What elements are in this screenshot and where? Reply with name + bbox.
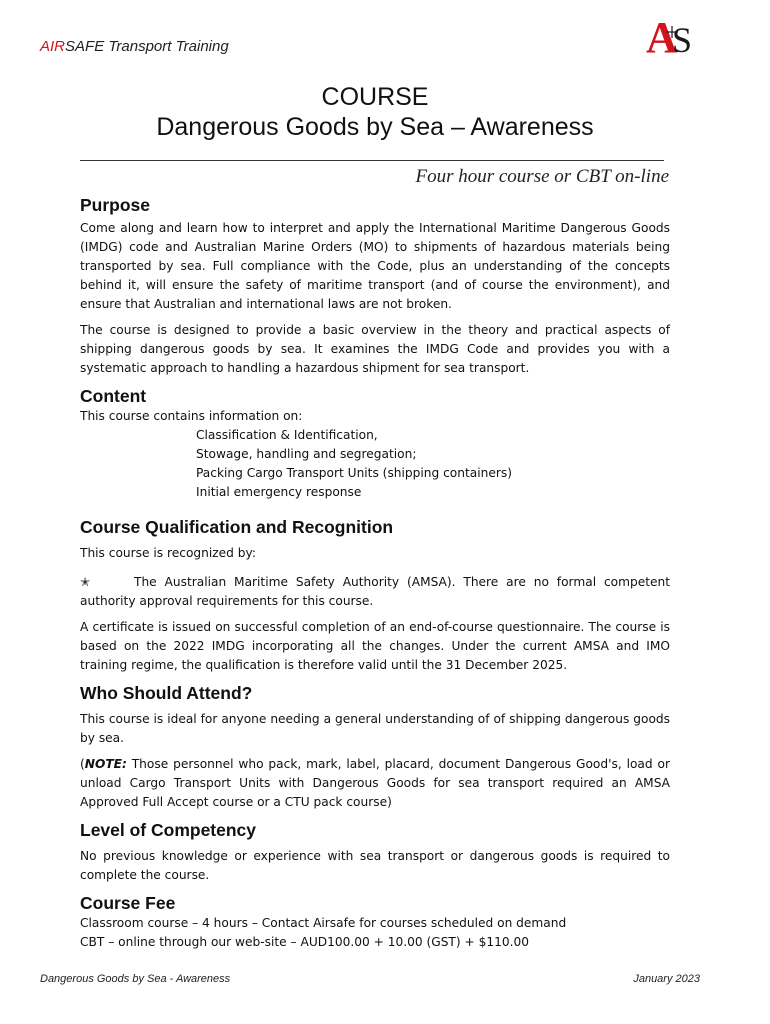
- purpose-section: [80, 194, 670, 378]
- note-text: Those personnel who pack, mark, label, placard, document Dangerous Good's, load or unload Cargo Transport Units with Dangerous Goods for sea transport required an AMSA Approved Full Accept course or a CTU pack course): [80, 757, 670, 809]
- title-block: [80, 82, 670, 142]
- content-heading: Content: [80, 386, 147, 406]
- qualification-paragraph-2: A certificate is issued on successful completion of an end-of-course questionnaire. The course is based on the 2022 IMDG incorporating all the changes. Under the current AMSA and IMO training regime, the qualification is therefore valid until the 31 December 2025.: [80, 620, 670, 672]
- fee-line-1: Classroom course – 4 hours – Contact Airsafe for courses scheduled on demand: [80, 916, 567, 930]
- content-section: [80, 385, 670, 510]
- competency-heading: Level of Competency: [80, 820, 257, 840]
- fee-line-2: CBT – online through our web-site – AUD100.00 + 10.00 (GST) + $110.00: [80, 935, 529, 949]
- logo-letter-s: S: [672, 20, 693, 58]
- qualification-bullet-text: The Australian Maritime Safety Authority (AMSA). There are no formal competent authority approval requirements for this course.: [80, 575, 670, 608]
- note-label: NOTE:: [84, 757, 127, 771]
- purpose-paragraph-2: The course is designed to provide a basic overview in the theory and practical aspects of shipping dangerous goods by sea. It examines the IMDG Code and provides you with a systematic approach to handling a hazardous shipment for sea transport.: [80, 323, 670, 375]
- list-item: Packing Cargo Transport Units (shipping containers): [196, 466, 512, 480]
- purpose-paragraph-1: Come along and learn how to interpret and apply the International Maritime Dangerous Goods (IMDG) code and Australian Marine Orders (MO) to shipments of hazardous materials being transported by sea. Full compliance with the Code, plus an understanding of the concepts behind it, will ensure the safety of maritime transport (and of course the environment), and ensure that Australian and international laws are not broken.: [80, 221, 670, 311]
- list-item: Stowage, handling and segregation;: [196, 447, 417, 461]
- title-divider: [80, 160, 664, 161]
- course-title: Dangerous Goods by Sea – Awareness: [156, 113, 594, 141]
- course-label: COURSE: [321, 83, 429, 111]
- footer-title: Dangerous Goods by Sea - Awareness: [40, 973, 231, 985]
- list-item: Initial emergency response: [196, 485, 362, 499]
- fee-section: [80, 892, 670, 952]
- header-brand: [40, 38, 229, 55]
- footer-date: January 2023: [633, 973, 700, 985]
- purpose-heading: Purpose: [80, 195, 151, 215]
- logo-letter-a: A: [646, 14, 678, 58]
- attend-section: [80, 682, 670, 812]
- list-item: Classification & Identification,: [196, 428, 378, 442]
- fee-heading: Course Fee: [80, 893, 176, 913]
- competency-section: [80, 819, 670, 885]
- brand-rest-text: SAFE Transport Training: [65, 38, 229, 55]
- content-list: [80, 426, 670, 502]
- brand-red-text: AIR: [40, 38, 66, 55]
- qualification-heading: Course Qualification and Recognition: [80, 517, 394, 537]
- qualification-intro: This course is recognized by:: [80, 546, 256, 560]
- note-open: (: [80, 757, 85, 771]
- airsafe-logo: [644, 14, 704, 58]
- content-intro: This course contains information on:: [80, 409, 303, 423]
- competency-paragraph: No previous knowledge or experience with sea transport or dangerous goods is required to complete the course.: [80, 849, 670, 882]
- star-icon: ✭: [80, 575, 91, 589]
- attend-heading: Who Should Attend?: [80, 683, 253, 703]
- attend-paragraph-1: This course is ideal for anyone needing a general understanding of of shipping dangerous goods by sea.: [80, 712, 670, 745]
- document-body: [80, 194, 670, 958]
- course-duration: Four hour course or CBT on-line: [415, 166, 669, 187]
- qualification-section: [80, 516, 670, 675]
- qualification-bullet: [80, 573, 670, 611]
- attend-note: [80, 755, 670, 812]
